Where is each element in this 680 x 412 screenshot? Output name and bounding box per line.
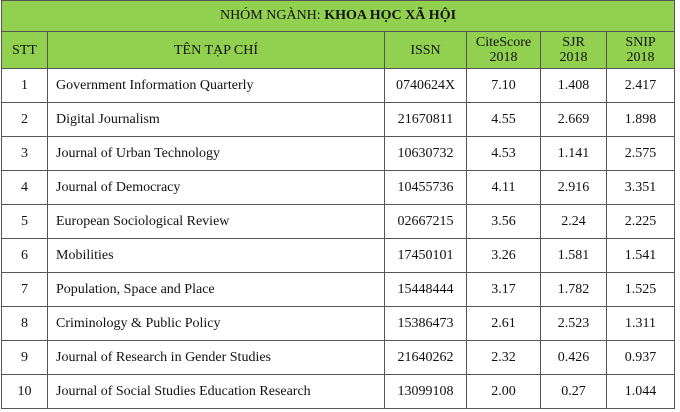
- header-issn: ISSN: [385, 32, 467, 69]
- group-header-row: [2, 1, 675, 32]
- cell-title: Journal of Democracy: [48, 171, 385, 205]
- cell-title: Criminology & Public Policy: [48, 307, 385, 341]
- cell-snip: 1.044: [607, 375, 675, 409]
- cell-sjr: 1.141: [541, 137, 607, 171]
- cell-snip: 1.898: [607, 103, 675, 137]
- table-row: [2, 273, 675, 307]
- cell-issn: 0740624X: [385, 69, 467, 103]
- cell-issn: 10455736: [385, 171, 467, 205]
- cell-snip: 2.417: [607, 69, 675, 103]
- cell-citescore: 2.32: [467, 341, 541, 375]
- cell-sjr: 1.581: [541, 239, 607, 273]
- cell-stt: 5: [2, 205, 48, 239]
- header-snip-label: SNIP: [625, 35, 656, 50]
- cell-issn: 15386473: [385, 307, 467, 341]
- column-header-row: [2, 32, 675, 69]
- cell-stt: 4: [2, 171, 48, 205]
- table-row: [2, 341, 675, 375]
- table-row: [2, 137, 675, 171]
- cell-issn: 15448444: [385, 273, 467, 307]
- cell-issn: 10630732: [385, 137, 467, 171]
- group-prefix: NHÓM NGÀNH:: [219, 8, 325, 23]
- cell-sjr: 2.916: [541, 171, 607, 205]
- cell-snip: 1.311: [607, 307, 675, 341]
- header-citescore-label: CiteScore: [475, 35, 532, 50]
- cell-sjr: 1.782: [541, 273, 607, 307]
- cell-stt: 3: [2, 137, 48, 171]
- cell-citescore: 4.55: [467, 103, 541, 137]
- cell-snip: 0.937: [607, 341, 675, 375]
- cell-title: Journal of Research in Gender Studies: [48, 341, 385, 375]
- cell-stt: 1: [2, 69, 48, 103]
- cell-stt: 6: [2, 239, 48, 273]
- cell-title: Mobilities: [48, 239, 385, 273]
- cell-title: Journal of Urban Technology: [48, 137, 385, 171]
- header-citescore: [467, 32, 541, 69]
- header-title: TÊN TẠP CHÍ: [48, 32, 385, 69]
- group-name: KHOA HỌC XÃ HỘI: [324, 8, 457, 23]
- table-row: [2, 103, 675, 137]
- cell-citescore: 2.00: [467, 375, 541, 409]
- cell-stt: 8: [2, 307, 48, 341]
- table-row: [2, 239, 675, 273]
- group-title: [2, 1, 675, 32]
- cell-sjr: 2.523: [541, 307, 607, 341]
- cell-snip: 2.575: [607, 137, 675, 171]
- header-sjr: [541, 32, 607, 69]
- cell-title: Population, Space and Place: [48, 273, 385, 307]
- header-stt: STT: [2, 32, 48, 69]
- cell-sjr: 1.408: [541, 69, 607, 103]
- table-row: [2, 171, 675, 205]
- header-snip: [607, 32, 675, 69]
- header-snip-year: 2018: [626, 50, 655, 65]
- cell-issn: 17450101: [385, 239, 467, 273]
- cell-citescore: 4.53: [467, 137, 541, 171]
- cell-sjr: 2.669: [541, 103, 607, 137]
- table-row: [2, 69, 675, 103]
- table-row: [2, 375, 675, 409]
- cell-title: European Sociological Review: [48, 205, 385, 239]
- cell-issn: 02667215: [385, 205, 467, 239]
- header-sjr-label: SJR: [562, 35, 585, 50]
- cell-title: Journal of Social Studies Education Research: [48, 375, 385, 409]
- cell-citescore: 4.11: [467, 171, 541, 205]
- cell-title: Government Information Quarterly: [48, 69, 385, 103]
- cell-issn: 13099108: [385, 375, 467, 409]
- cell-snip: 3.351: [607, 171, 675, 205]
- cell-sjr: 0.426: [541, 341, 607, 375]
- cell-snip: 2.225: [607, 205, 675, 239]
- cell-stt: 2: [2, 103, 48, 137]
- cell-sjr: 2.24: [541, 205, 607, 239]
- cell-stt: 7: [2, 273, 48, 307]
- table-row: [2, 307, 675, 341]
- cell-citescore: 7.10: [467, 69, 541, 103]
- cell-citescore: 3.26: [467, 239, 541, 273]
- cell-title: Digital Journalism: [48, 103, 385, 137]
- cell-snip: 1.525: [607, 273, 675, 307]
- cell-stt: 9: [2, 341, 48, 375]
- header-sjr-year: 2018: [559, 50, 588, 65]
- header-citescore-year: 2018: [489, 50, 518, 65]
- cell-stt: 10: [2, 375, 48, 409]
- cell-snip: 1.541: [607, 239, 675, 273]
- cell-citescore: 3.56: [467, 205, 541, 239]
- table-row: [2, 205, 675, 239]
- cell-issn: 21640262: [385, 341, 467, 375]
- cell-issn: 21670811: [385, 103, 467, 137]
- journal-ranking-table: [1, 0, 675, 409]
- cell-sjr: 0.27: [541, 375, 607, 409]
- cell-citescore: 2.61: [467, 307, 541, 341]
- cell-citescore: 3.17: [467, 273, 541, 307]
